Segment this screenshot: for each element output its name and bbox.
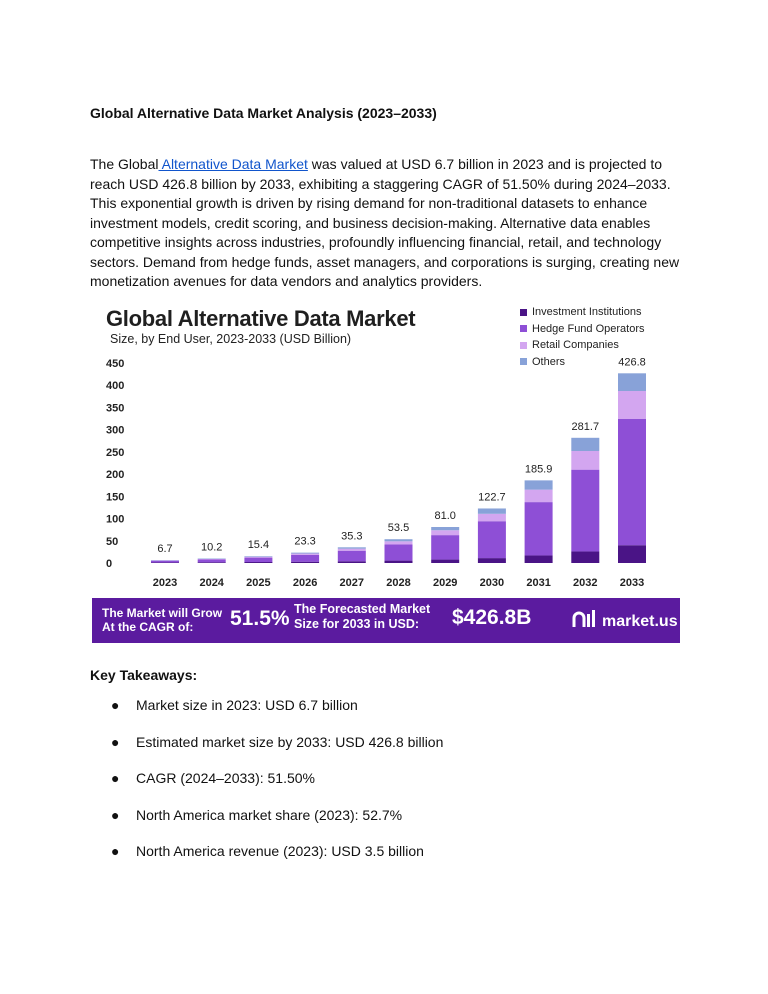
bar-segment bbox=[338, 549, 366, 551]
bar-value-label: 15.4 bbox=[247, 539, 270, 552]
x-tick-label: 2028 bbox=[386, 577, 411, 589]
market-us-logo bbox=[572, 609, 678, 634]
y-tick-label: 400 bbox=[106, 380, 125, 393]
legend-label: Investment Institutions bbox=[532, 306, 642, 319]
y-tick-label: 150 bbox=[106, 491, 125, 504]
market-us-logo-icon bbox=[572, 609, 598, 634]
x-tick-label: 2030 bbox=[479, 577, 505, 589]
legend-label: Hedge Fund Operators bbox=[532, 322, 645, 335]
legend-swatch bbox=[520, 342, 527, 349]
bar-segment bbox=[571, 551, 599, 563]
y-tick-label: 450 bbox=[106, 358, 125, 370]
bar-segment bbox=[198, 562, 226, 563]
takeaway-text: Estimated market size by 2033: USD 426.8 billion bbox=[136, 733, 444, 750]
bar-segment bbox=[431, 527, 459, 530]
bar-segment bbox=[338, 551, 366, 562]
intro-paragraph bbox=[90, 155, 680, 292]
y-tick-label: 0 bbox=[106, 558, 113, 570]
market-chart-figure bbox=[92, 300, 680, 643]
x-tick-label: 2027 bbox=[339, 577, 365, 589]
bullet-icon: ● bbox=[111, 770, 120, 786]
legend-item bbox=[520, 304, 645, 321]
legend-item bbox=[520, 321, 645, 338]
forecast-label: The Forecasted Market Size for 2033 in USD: bbox=[294, 602, 431, 631]
bullet-icon: ● bbox=[111, 733, 120, 750]
y-tick-label: 300 bbox=[106, 424, 125, 437]
intro-text-end: was valued at USD 6.7 billion in 2023 and is projected to reach USD 426.8 billion by 2033, exhibiting a staggering CAGR of 51.50% during 2024–2033. This exponential growth is driven by rising demand for non-traditional datasets to enhance investment models, credit scoring, and business decision-making. Alternative data enables competitive insights across industries, profoundly influencing financial, retail, and technology sectors. Demand from hedge funds, asset managers, and corporations is surging, creating new monetization avenues for data vendors and analytics providers. bbox=[90, 156, 680, 289]
alternative-data-market-link[interactable]: Alternative Data Market bbox=[158, 156, 308, 172]
x-tick-label: 2026 bbox=[292, 577, 318, 589]
bar-value-label: 10.2 bbox=[200, 541, 223, 554]
bar-segment bbox=[244, 562, 272, 563]
x-tick-label: 2032 bbox=[573, 577, 598, 589]
summary-banner bbox=[92, 598, 680, 643]
legend-swatch bbox=[520, 309, 527, 316]
bar-segment bbox=[525, 502, 553, 555]
legend-swatch bbox=[520, 358, 527, 365]
bar-segment bbox=[151, 561, 179, 563]
key-takeaways-list bbox=[90, 697, 443, 880]
x-tick-label: 2025 bbox=[246, 577, 271, 589]
y-tick-label: 350 bbox=[106, 402, 125, 415]
takeaway-text: North America revenue (2023): USD 3.5 billion bbox=[136, 843, 424, 859]
bar-value-label: 185.9 bbox=[524, 463, 553, 476]
cagr-value: 51.5% bbox=[230, 607, 290, 630]
takeaway-item bbox=[90, 843, 443, 880]
bar-segment bbox=[291, 555, 319, 562]
bar-value-label: 426.8 bbox=[618, 356, 646, 369]
bar-segment bbox=[198, 559, 226, 562]
legend-label: Retail Companies bbox=[532, 339, 619, 352]
chart-legend bbox=[520, 304, 645, 370]
bar-segment bbox=[478, 558, 506, 563]
legend-item bbox=[520, 354, 645, 371]
bar-segment bbox=[291, 553, 319, 554]
cagr-label: The Market will Grow At the CAGR of: bbox=[102, 606, 223, 634]
bar-segment bbox=[478, 521, 506, 558]
bar-segment bbox=[431, 560, 459, 563]
bar-segment bbox=[431, 535, 459, 559]
bar-segment bbox=[571, 470, 599, 552]
bar-segment bbox=[618, 545, 646, 563]
bar-segment bbox=[385, 544, 413, 560]
chart-subtitle: Size, by End User, 2023-2033 (USD Billion) bbox=[110, 332, 352, 346]
legend-item bbox=[520, 337, 645, 354]
chart-title: Global Alternative Data Market bbox=[106, 306, 416, 331]
bar-segment bbox=[338, 547, 366, 548]
bar-value-label: 53.5 bbox=[387, 522, 410, 535]
bar-segment bbox=[571, 451, 599, 470]
bar-segment bbox=[571, 438, 599, 451]
bar-segment bbox=[291, 562, 319, 563]
bullet-icon: ● bbox=[111, 806, 120, 823]
bar-segment bbox=[385, 541, 413, 544]
bar-segment bbox=[618, 373, 646, 391]
bar-segment bbox=[385, 561, 413, 563]
key-takeaways-heading: Key Takeaways: bbox=[90, 667, 198, 683]
bar-segment bbox=[291, 554, 319, 555]
bar-value-label: 6.7 bbox=[157, 543, 173, 556]
bar-segment bbox=[151, 562, 179, 563]
x-tick-label: 2024 bbox=[199, 577, 224, 589]
takeaway-item bbox=[90, 807, 443, 844]
takeaway-item bbox=[90, 734, 443, 771]
takeaway-item bbox=[90, 697, 443, 734]
bar-segment bbox=[385, 539, 413, 541]
bar-segment bbox=[618, 391, 646, 419]
x-tick-label: 2029 bbox=[432, 577, 458, 589]
bar-segment bbox=[338, 561, 366, 563]
y-tick-label: 100 bbox=[106, 513, 125, 526]
x-tick-label: 2033 bbox=[619, 577, 645, 589]
bar-segment bbox=[525, 480, 553, 489]
y-tick-label: 250 bbox=[106, 446, 125, 459]
bar-segment bbox=[478, 514, 506, 521]
document-title: Global Alternative Data Market Analysis (2023–2033) bbox=[90, 105, 437, 121]
legend-swatch bbox=[520, 325, 527, 332]
brand-name: market.us bbox=[602, 612, 678, 630]
bar-value-label: 81.0 bbox=[434, 510, 456, 522]
forecast-value: $426.8B bbox=[452, 606, 532, 629]
takeaway-item bbox=[90, 770, 443, 807]
bar-segment bbox=[244, 558, 272, 562]
bar-value-label: 35.3 bbox=[341, 530, 363, 543]
y-tick-label: 200 bbox=[106, 469, 125, 482]
takeaway-text: North America market share (2023): 52.7% bbox=[136, 806, 403, 823]
bar-segment bbox=[244, 556, 272, 557]
takeaway-text: Market size in 2023: USD 6.7 billion bbox=[136, 697, 358, 713]
takeaway-text: CAGR (2024–2033): 51.50% bbox=[136, 770, 315, 786]
bar-value-label: 23.3 bbox=[294, 535, 316, 548]
bar-value-label: 281.7 bbox=[571, 420, 600, 433]
x-tick-label: 2031 bbox=[526, 577, 551, 589]
bar-segment bbox=[525, 555, 553, 563]
bar-segment bbox=[244, 557, 272, 558]
bar-segment bbox=[478, 508, 506, 513]
bullet-icon: ● bbox=[111, 843, 120, 859]
legend-label: Others bbox=[532, 355, 566, 368]
y-tick-label: 50 bbox=[106, 535, 119, 548]
x-tick-label: 2023 bbox=[152, 577, 178, 589]
bar-segment bbox=[431, 530, 459, 535]
bullet-icon: ● bbox=[111, 697, 120, 713]
intro-text-start: The Global bbox=[90, 156, 159, 172]
bar-value-label: 122.7 bbox=[478, 491, 506, 504]
bar-segment bbox=[198, 559, 226, 560]
bar-segment bbox=[525, 490, 553, 502]
bar-segment bbox=[618, 419, 646, 545]
